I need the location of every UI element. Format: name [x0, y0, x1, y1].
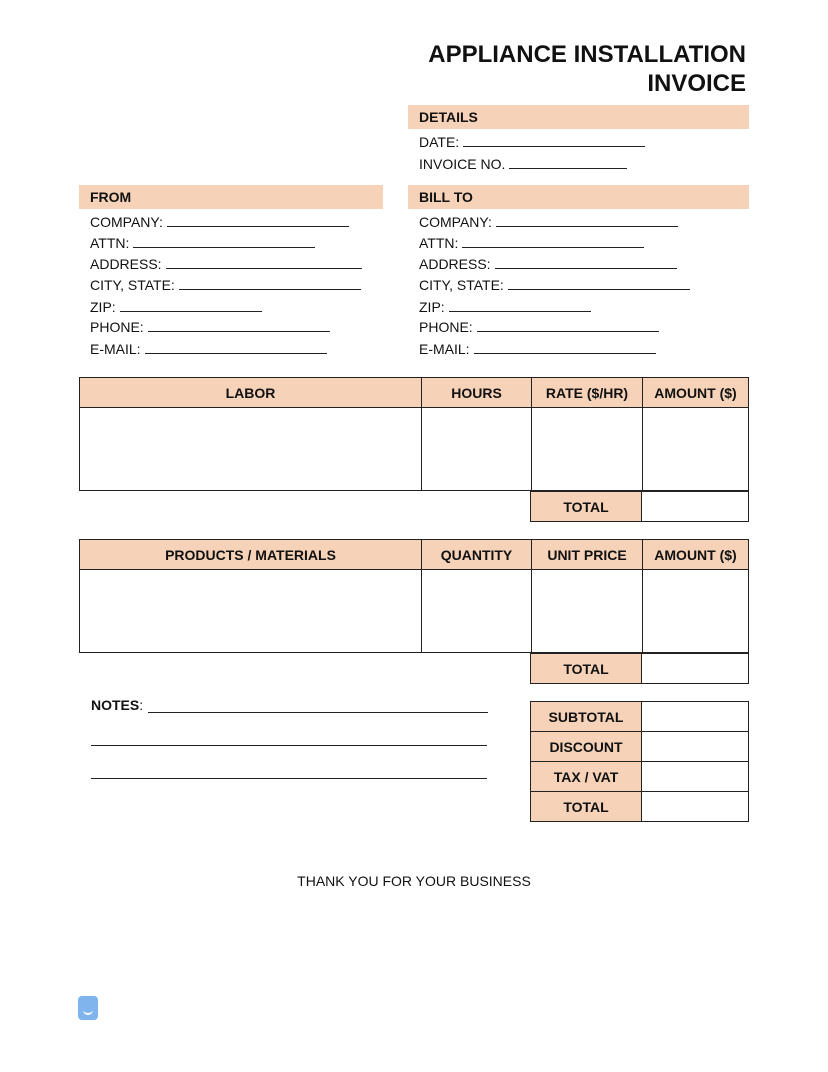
- date-field[interactable]: [419, 133, 645, 150]
- from-address-field[interactable]: [90, 255, 362, 272]
- subtotal-value[interactable]: [642, 702, 749, 732]
- from-address-label: ADDRESS:: [90, 256, 162, 272]
- materials-total-box: [530, 653, 749, 684]
- from-header: FROM: [79, 185, 383, 209]
- from-city-state-field[interactable]: [90, 276, 361, 293]
- date-line[interactable]: [463, 133, 645, 147]
- notes-field: [91, 697, 143, 713]
- labor-total-box: [530, 491, 749, 522]
- notes-line-1[interactable]: [148, 712, 488, 713]
- notes-line-2[interactable]: [91, 745, 487, 746]
- materials-total-value[interactable]: [642, 654, 749, 684]
- invoice-title-line1: APPLIANCE INSTALLATION: [428, 41, 746, 68]
- quantity-header: QUANTITY: [422, 540, 532, 570]
- bill-to-attn-label: ATTN:: [419, 235, 459, 251]
- summary-table: [530, 701, 749, 822]
- rate-header: RATE ($/HR): [532, 378, 643, 408]
- labor-header: LABOR: [80, 378, 422, 408]
- bill-to-email-label: E-MAIL:: [419, 341, 470, 357]
- from-email-line[interactable]: [145, 340, 327, 354]
- from-company-line[interactable]: [167, 213, 349, 227]
- from-email-field[interactable]: [90, 340, 327, 357]
- discount-value[interactable]: [642, 732, 749, 762]
- from-phone-line[interactable]: [148, 318, 330, 332]
- labor-table: [79, 377, 749, 491]
- labor-amount-cell[interactable]: [643, 408, 749, 491]
- unit-price-header: UNIT PRICE: [532, 540, 643, 570]
- unit-price-cell[interactable]: [532, 570, 643, 653]
- tax-vat-value[interactable]: [642, 762, 749, 792]
- rate-cell[interactable]: [532, 408, 643, 491]
- from-attn-line[interactable]: [133, 234, 315, 248]
- from-company-field[interactable]: [90, 213, 349, 230]
- from-city-state-line[interactable]: [179, 276, 361, 290]
- bill-to-company-label: COMPANY:: [419, 214, 492, 230]
- hours-cell[interactable]: [422, 408, 532, 491]
- bill-to-city-state-line[interactable]: [508, 276, 690, 290]
- materials-header: PRODUCTS / MATERIALS: [80, 540, 422, 570]
- notes-line-3[interactable]: [91, 778, 487, 779]
- invoice-title: [428, 40, 746, 98]
- bill-to-header: BILL TO: [408, 185, 749, 209]
- bill-to-city-state-label: CITY, STATE:: [419, 277, 504, 293]
- bill-to-attn-line[interactable]: [462, 234, 644, 248]
- invoice-title-line2: INVOICE: [647, 70, 746, 97]
- bill-to-address-label: ADDRESS:: [419, 256, 491, 272]
- brand-logo-icon: [78, 996, 98, 1020]
- materials-cell[interactable]: [80, 570, 422, 653]
- from-zip-label: ZIP:: [90, 299, 116, 315]
- subtotal-label: SUBTOTAL: [531, 702, 642, 732]
- labor-total-value[interactable]: [642, 492, 749, 522]
- bill-to-phone-line[interactable]: [477, 318, 659, 332]
- bill-to-address-field[interactable]: [419, 255, 677, 272]
- thank-you-message: THANK YOU FOR YOUR BUSINESS: [297, 873, 531, 889]
- invoice-no-line[interactable]: [509, 155, 627, 169]
- bill-to-company-line[interactable]: [496, 213, 678, 227]
- bill-to-zip-line[interactable]: [449, 298, 591, 312]
- date-label: DATE:: [419, 134, 460, 150]
- notes-colon: :: [139, 697, 144, 713]
- labor-cell[interactable]: [80, 408, 422, 491]
- bill-to-company-field[interactable]: [419, 213, 678, 230]
- grand-total-label: TOTAL: [531, 792, 642, 822]
- bill-to-phone-field[interactable]: [419, 318, 659, 335]
- from-phone-field[interactable]: [90, 318, 330, 335]
- quantity-cell[interactable]: [422, 570, 532, 653]
- bill-to-email-field[interactable]: [419, 340, 656, 357]
- hours-header: HOURS: [422, 378, 532, 408]
- bill-to-city-state-field[interactable]: [419, 276, 690, 293]
- grand-total-value[interactable]: [642, 792, 749, 822]
- from-zip-line[interactable]: [120, 298, 262, 312]
- bill-to-attn-field[interactable]: [419, 234, 644, 251]
- from-city-state-label: CITY, STATE:: [90, 277, 175, 293]
- labor-total-label: TOTAL: [531, 492, 642, 522]
- discount-label: DISCOUNT: [531, 732, 642, 762]
- tax-vat-label: TAX / VAT: [531, 762, 642, 792]
- bill-to-zip-field[interactable]: [419, 298, 591, 315]
- from-email-label: E-MAIL:: [90, 341, 141, 357]
- from-attn-field[interactable]: [90, 234, 315, 251]
- from-phone-label: PHONE:: [90, 319, 144, 335]
- materials-table: [79, 539, 749, 653]
- bill-to-email-line[interactable]: [474, 340, 656, 354]
- from-address-line[interactable]: [166, 255, 362, 269]
- labor-amount-header: AMOUNT ($): [643, 378, 749, 408]
- from-zip-field[interactable]: [90, 298, 262, 315]
- materials-amount-cell[interactable]: [643, 570, 749, 653]
- from-company-label: COMPANY:: [90, 214, 163, 230]
- notes-label: NOTES: [91, 697, 140, 713]
- materials-amount-header: AMOUNT ($): [643, 540, 749, 570]
- bill-to-address-line[interactable]: [495, 255, 677, 269]
- from-attn-label: ATTN:: [90, 235, 130, 251]
- invoice-no-field[interactable]: [419, 155, 627, 172]
- invoice-no-label: INVOICE NO.: [419, 156, 506, 172]
- bill-to-phone-label: PHONE:: [419, 319, 473, 335]
- materials-total-label: TOTAL: [531, 654, 642, 684]
- details-header: DETAILS: [408, 105, 749, 129]
- bill-to-zip-label: ZIP:: [419, 299, 445, 315]
